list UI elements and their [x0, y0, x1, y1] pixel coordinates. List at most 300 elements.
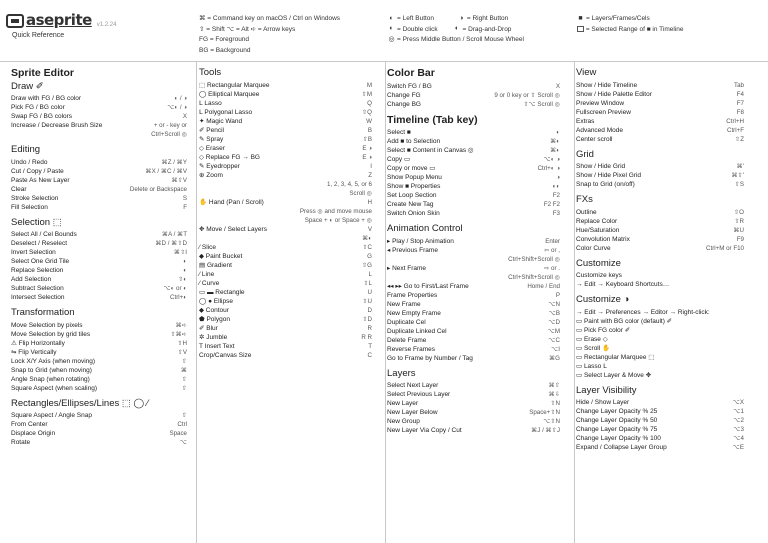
shortcut-keys: ⇧G: [362, 261, 372, 269]
shortcut-keys: Ctrl+◐: [170, 294, 187, 301]
shortcut-row: [11, 194, 187, 203]
shortcut-action: ✥ Move / Select Layers: [199, 225, 267, 233]
shortcut-keys: ⌘⇧': [731, 172, 744, 179]
shortcut-action: ᒪ Lasso: [199, 99, 222, 107]
section: [11, 145, 187, 212]
mouse-left-icon: ◐: [389, 14, 394, 22]
shortcut-row: [11, 284, 187, 293]
shortcut-keys: Space+⇧N: [529, 409, 560, 416]
shortcut-action: Frame Properties: [387, 291, 438, 299]
shortcut-keys: Home / End: [527, 282, 560, 290]
shortcut-action: Show Popup Menu: [387, 174, 442, 181]
shortcut-keys: ⇧C: [362, 243, 372, 251]
shortcut-action: Customize keys: [576, 272, 622, 279]
shortcut-row: [11, 94, 187, 103]
shortcut-row: [199, 315, 372, 324]
column-3-content: [387, 68, 560, 441]
section-title: View: [576, 67, 597, 78]
shortcut-keys: ⇧B: [362, 135, 372, 143]
shortcut-action: ⬟ Polygon: [199, 315, 230, 323]
shortcut-keys: ◐◐: [552, 183, 560, 190]
shortcut-row: [11, 167, 187, 176]
section-title: Customize ◑: [576, 294, 630, 305]
shortcut-action: Cut / Copy / Paste: [11, 167, 64, 175]
section: [576, 259, 744, 290]
shortcut-row: [387, 390, 560, 399]
shortcut-keys: ⌥C: [548, 336, 560, 344]
shortcut-action: Show / Hide Pixel Grid: [576, 172, 642, 179]
shortcut-row: [11, 420, 187, 429]
shortcut-action: Hide / Show Layer: [576, 399, 630, 406]
shortcut-keys: ⌘⇧V: [171, 176, 187, 184]
shortcut-keys: M: [366, 81, 372, 89]
legend-line: = Press Middle Button / Scroll Mouse Wheel: [397, 36, 524, 43]
section-title: Draw ✐: [11, 80, 44, 92]
shortcut-keys: + or - key or: [153, 122, 187, 129]
shortcut-row: [576, 326, 744, 335]
shortcut-action: ✋ Hand (Pan / Scroll): [199, 198, 264, 206]
shortcut-row: [387, 209, 560, 218]
section: [11, 68, 187, 79]
shortcut-row: [199, 153, 372, 162]
shortcut-action: ▭ ▬ Rectangle: [199, 288, 245, 296]
shortcut-action: Move Selection by pixels: [11, 321, 83, 329]
shortcut-row: [387, 381, 560, 390]
shortcut-action: Select ■: [387, 129, 411, 136]
shortcut-action: Select Previous Layer: [387, 391, 451, 398]
shortcut-keys: R: [367, 324, 372, 332]
shortcut-action: Rotate: [11, 439, 31, 446]
section: [199, 68, 372, 360]
shortcut-action: ✐ Blur: [199, 324, 218, 332]
shortcut-row: [387, 426, 560, 435]
shortcut-keys: ⌥I: [551, 345, 560, 353]
shortcut-action: ◂◂ ▸▸ Go to First/Last Frame: [387, 282, 469, 290]
shortcut-action: Show / Hide Timeline: [576, 81, 638, 89]
shortcut-row: [199, 117, 372, 126]
section-title: FXs: [576, 194, 593, 205]
mouse-right-icon: ◑: [459, 14, 464, 22]
shortcut-keys: ⇧: [181, 412, 187, 419]
shortcut-row: [199, 126, 372, 135]
shortcut-row: [387, 164, 560, 173]
shortcut-action: Show / Hide Palette Editor: [576, 90, 652, 98]
shortcut-keys: ⇧H: [177, 339, 187, 347]
shortcut-row: [387, 182, 560, 191]
legend-line: = Selected Range of ■ in Timeline: [585, 25, 684, 33]
shortcut-keys: ⌘G: [548, 354, 560, 362]
shortcut-keys: ⌘◐: [550, 138, 560, 145]
shortcut-keys: ⌥3: [733, 426, 744, 433]
shortcut-row: [199, 189, 372, 198]
shortcut-row: [199, 216, 372, 225]
shortcut-action: Select One Grid Tile: [11, 258, 70, 265]
shortcut-row: [576, 398, 744, 407]
shortcut-action: New Layer Below: [387, 409, 438, 416]
legend-line: ⇧ = Shift ⌥ = Alt ➪ = Arrow keys: [199, 25, 296, 33]
shortcut-row: [576, 353, 744, 362]
shortcut-action: ▭ Rectangular Marquee ⬚: [576, 353, 655, 361]
shortcut-row: [576, 108, 744, 117]
legend-keys: [199, 14, 384, 56]
shortcut-action: New Empty Frame: [387, 309, 441, 317]
shortcut-action: Fill Selection: [11, 203, 48, 211]
section-title: Editing: [11, 144, 41, 155]
shortcut-row: [11, 266, 187, 275]
shortcut-row: [11, 429, 187, 438]
section-title: Layer Visibility: [576, 384, 637, 396]
shortcut-action: Reverse Frames: [387, 345, 436, 353]
shortcut-keys: ⌘◐: [362, 234, 372, 242]
shortcut-keys: ⇧Q: [362, 108, 372, 116]
shortcut-action: Undo / Redo: [11, 158, 48, 166]
shortcut-keys: ⌥E: [732, 444, 744, 451]
shortcut-keys: L: [368, 270, 372, 278]
shortcut-row: [387, 191, 560, 200]
shortcut-keys: D: [367, 306, 372, 314]
legend-line: = Layers/Frames/Cels: [586, 15, 650, 22]
shortcut-row: [576, 362, 744, 371]
column-1-content: [11, 68, 187, 453]
shortcut-keys: ⇧Z: [735, 135, 744, 143]
shortcut-keys: ⌘U: [733, 226, 744, 234]
shortcut-action: ᒪ Polygonal Lasso: [199, 108, 253, 116]
shortcut-action: ▭ Paint with BG color (default) ✐: [576, 317, 673, 325]
shortcut-keys: ⌥: [179, 439, 187, 446]
shortcut-keys: Ctrl+H: [726, 117, 744, 125]
shortcut-row: [576, 180, 744, 189]
shortcut-row: [11, 103, 187, 112]
shortcut-keys: ⇧U: [362, 297, 372, 305]
shortcut-action: Displace Origin: [11, 430, 56, 437]
shortcut-keys: E ◑: [362, 153, 372, 161]
shortcut-row: [199, 351, 372, 360]
shortcut-keys: Press ◎ and move mouse: [299, 207, 372, 215]
shortcut-keys: ⌘D / ⌘⇧D: [155, 240, 187, 247]
shortcut-action: Show / Hide Grid: [576, 163, 626, 170]
shortcut-row: [387, 137, 560, 146]
shortcut-action: Stroke Selection: [11, 194, 59, 202]
shortcut-keys: Ctrl: [177, 421, 187, 428]
shortcut-row: [11, 130, 187, 139]
shortcut-keys: ⌘⇧: [548, 382, 560, 389]
shortcut-action: Duplicate Linked Cel: [387, 327, 447, 335]
shortcut-row: [11, 330, 187, 339]
shortcut-action: ▭ Pick FG color ✐: [576, 326, 631, 334]
section-title: Sprite Editor: [11, 67, 75, 79]
shortcut-row: [387, 309, 560, 318]
shortcut-keys: ⌥D: [548, 318, 560, 326]
shortcut-keys: Ctrl+M or F10: [706, 244, 744, 252]
shortcut-row: [387, 200, 560, 209]
shortcut-row: [387, 255, 560, 264]
shortcut-action: ◂ Previous Frame: [387, 246, 438, 254]
shortcut-action: ✎ Spray: [199, 135, 224, 143]
shortcut-keys: ⌥B: [548, 309, 560, 317]
shortcut-row: [387, 300, 560, 309]
shortcut-keys: F8: [736, 108, 744, 116]
section-title: Transformation: [11, 307, 75, 318]
shortcut-row: [576, 208, 744, 217]
shortcut-row: [199, 342, 372, 351]
section-title: Animation Control: [387, 223, 463, 234]
shortcut-row: [576, 99, 744, 108]
shortcut-action: Swap FG / BG colors: [11, 113, 73, 120]
shortcut-row: [199, 225, 372, 234]
shortcut-row: [11, 357, 187, 366]
shortcut-row: [199, 306, 372, 315]
section-title: Tools: [199, 67, 222, 78]
shortcut-keys: ⇧V: [177, 348, 187, 356]
logo-subtitle: Quick Reference: [12, 32, 65, 39]
shortcut-row: [11, 203, 187, 212]
shortcut-row: [576, 317, 744, 326]
shortcut-keys: ⌘⇩: [548, 391, 560, 398]
shortcut-row: [387, 354, 560, 363]
shortcut-action: Show ■ Properties: [387, 183, 441, 190]
shortcut-action: Invert Selection: [11, 249, 56, 256]
shortcut-action: From Center: [11, 421, 48, 428]
shortcut-row: [576, 407, 744, 416]
shortcut-action: ◯ Elliptical Marquee: [199, 90, 260, 98]
middle-button-icon: ◎: [388, 35, 395, 43]
shortcut-keys: ◐: [183, 258, 187, 265]
section-title: Layers: [387, 367, 416, 379]
section: [576, 386, 744, 453]
shortcut-action: New Layer Via Copy / Cut: [387, 427, 462, 434]
shortcut-row: [11, 176, 187, 185]
shortcut-row: [11, 230, 187, 239]
shortcut-row: [199, 171, 372, 180]
shortcut-action: ◇ Replace FG → BG: [199, 153, 260, 161]
shortcut-action: ✦ Magic Wand: [199, 117, 243, 125]
shortcut-keys: Space + ◐ or Space + ◎: [304, 216, 372, 224]
shortcut-keys: ◐: [556, 129, 560, 136]
shortcut-row: [387, 282, 560, 291]
shortcut-row: [11, 384, 187, 393]
legend-timeline: [577, 14, 762, 35]
section: [11, 399, 187, 448]
shortcut-row: [199, 234, 372, 243]
shortcut-keys: ⇦ or ,: [544, 246, 560, 254]
shortcut-keys: U: [367, 288, 372, 296]
shortcut-keys: [740, 317, 744, 326]
shortcut-action: ▸ Play / Stop Animation: [387, 237, 454, 245]
shortcut-keys: G: [367, 252, 372, 260]
shortcut-keys: F3: [552, 210, 560, 217]
shortcut-row: [11, 112, 187, 121]
drag-icon: ◐: [454, 25, 460, 33]
shortcut-row: [199, 180, 372, 189]
shortcut-action: ▭ Erase ◇: [576, 335, 608, 343]
section: [11, 308, 187, 393]
shortcut-row: [11, 438, 187, 447]
shortcut-row: [199, 81, 372, 90]
section-title: Rectangles/Ellipses/Lines ⬚ ◯ ⁄: [11, 397, 149, 409]
shortcut-action: Change Layer Opacity % 50: [576, 417, 658, 424]
shortcut-row: [11, 248, 187, 257]
shortcut-row: [199, 207, 372, 216]
section: [387, 115, 560, 219]
shortcut-action: ▭ Scroll ✋: [576, 344, 611, 352]
double-click-icon: ◐: [389, 25, 394, 33]
shortcut-keys: ⇧: [181, 375, 187, 383]
shortcut-row: [11, 375, 187, 384]
shortcut-action: Delete Frame: [387, 336, 427, 344]
shortcut-row: [11, 293, 187, 302]
shortcut-row: [576, 81, 744, 90]
shortcut-action: Crop/Canvas Size: [199, 351, 252, 359]
shortcut-keys: Ctrl+Shift+Scroll ◎: [508, 255, 560, 263]
shortcut-keys: 1, 2, 3, 4, 5, or 6: [326, 180, 372, 188]
shortcut-keys: ⌥◐ / ◑: [167, 104, 187, 111]
shortcut-row: [387, 399, 560, 408]
shortcut-action: New Layer: [387, 400, 419, 407]
shortcut-row: [576, 425, 744, 434]
shortcut-keys: Space: [169, 430, 187, 437]
shortcut-action: ⁄ Slice: [199, 243, 216, 251]
shortcut-row: [199, 288, 372, 297]
shortcut-row: [199, 162, 372, 171]
logo: [6, 13, 191, 53]
shortcut-row: [199, 90, 372, 99]
shortcut-action: Lock X/Y Axis (when moving): [11, 357, 96, 365]
shortcut-action: ⁄ Curve: [199, 279, 220, 287]
shortcut-action: Add Selection: [11, 276, 52, 283]
shortcut-action: ▸ Next Frame: [387, 264, 427, 272]
shortcut-keys: ⇧: [181, 357, 187, 365]
shortcut-keys: H: [367, 198, 372, 206]
section: [576, 295, 744, 380]
shortcut-keys: [740, 371, 744, 380]
shortcut-action: Hue/Saturation: [576, 226, 620, 234]
range-icon: [577, 26, 584, 32]
shortcut-keys: F: [183, 203, 187, 211]
shortcut-row: [576, 244, 744, 253]
section-title: Timeline (Tab key): [387, 113, 478, 126]
shortcut-action: Move Selection by grid tiles: [11, 330, 91, 338]
shortcut-action: Select All / Cel Bounds: [11, 231, 77, 238]
legend-line: = Double click: [397, 25, 438, 33]
shortcut-row: [11, 339, 187, 348]
shortcut-action: Advanced Mode: [576, 126, 623, 134]
shortcut-row: [387, 128, 560, 137]
shortcut-row: [11, 411, 187, 420]
shortcut-keys: [740, 280, 744, 289]
shortcut-action: Fullscreen Preview: [576, 108, 631, 116]
shortcut-row: [576, 117, 744, 126]
shortcut-keys: ⌥⇧N: [543, 418, 560, 425]
shortcut-row: [199, 333, 372, 342]
shortcut-row: [576, 335, 744, 344]
shortcut-action: Color Curve: [576, 244, 611, 252]
shortcut-row: [576, 443, 744, 452]
shortcut-action: ▭ Lasso ᒪ: [576, 362, 607, 370]
shortcut-row: [576, 135, 744, 144]
shortcut-action: ▭ Select Layer & Move ✥: [576, 371, 652, 379]
legend-line: FG = Foreground: [199, 36, 250, 43]
shortcut-row: [11, 275, 187, 284]
shortcut-keys: F9: [736, 235, 744, 243]
shortcut-row: [576, 162, 744, 171]
shortcut-keys: S: [182, 194, 187, 202]
shortcut-row: [387, 291, 560, 300]
shortcut-action: → Edit → Keyboard Shortcuts…: [576, 281, 670, 288]
shortcut-keys: ◑: [556, 174, 560, 181]
shortcut-row: [199, 135, 372, 144]
shortcut-keys: ⌥1: [733, 408, 744, 415]
shortcut-action: Snap to Grid (when moving): [11, 366, 92, 374]
shortcut-action: Angle Snap (when rotating): [11, 375, 90, 383]
section: [387, 224, 560, 363]
shortcut-action: Convolution Matrix: [576, 235, 630, 243]
shortcut-keys: ⌘: [180, 366, 187, 374]
column-4-content: [576, 68, 744, 458]
shortcut-action: ◆ Contour: [199, 306, 229, 314]
shortcut-row: [199, 252, 372, 261]
shortcut-keys: E ◑: [362, 144, 372, 152]
shortcut-row: [387, 336, 560, 345]
shortcut-action: Switch Onion Skin: [387, 210, 440, 217]
shortcut-action: ✲ Jumble: [199, 333, 228, 341]
shortcut-keys: 9 or 0 key or ⇧ Scroll ◎: [494, 91, 560, 99]
shortcut-action: Expand / Collapse Layer Group: [576, 444, 667, 451]
shortcut-action: → Edit → Preferences → Editor → Right-click:: [576, 308, 710, 316]
shortcut-action: Change BG: [387, 100, 421, 108]
shortcut-keys: ◐: [183, 267, 187, 274]
section: [576, 150, 744, 190]
section: [576, 68, 744, 144]
shortcut-action: Increase / Decrease Brush Size: [11, 122, 103, 129]
shortcut-row: [11, 121, 187, 130]
shortcut-row: [387, 345, 560, 354]
shortcut-row: [576, 90, 744, 99]
shortcut-action: Extras: [576, 117, 595, 125]
shortcut-keys: Enter: [545, 237, 560, 245]
shortcut-keys: ⇧S: [734, 181, 744, 188]
shortcut-row: [11, 321, 187, 330]
shortcut-keys: Ctrl+F: [726, 126, 744, 134]
shortcut-keys: I: [370, 162, 372, 170]
shortcut-keys: Delete or Backspace: [129, 185, 187, 193]
shortcut-action: Change FG: [387, 91, 421, 99]
shortcut-action: ⇋ Flip Vertically: [11, 348, 57, 356]
shortcut-action: New Frame: [387, 300, 421, 308]
section-title: Customize: [576, 257, 621, 269]
shortcut-row: [387, 246, 560, 255]
shortcut-keys: ⌘◐: [550, 147, 560, 154]
shortcut-row: [576, 235, 744, 244]
shortcut-row: [199, 324, 372, 333]
shortcut-keys: ◐ / ◑: [174, 95, 187, 102]
shortcut-row: [199, 270, 372, 279]
shortcut-keys: ⇧◐: [178, 276, 187, 283]
shortcut-action: Paste As New Layer: [11, 176, 70, 184]
shortcut-row: [199, 108, 372, 117]
shortcut-keys: ⌥◐ ◑: [543, 156, 560, 163]
shortcut-action: ⁄ Line: [199, 270, 215, 278]
shortcut-keys: Ctrl+◐ ◑: [537, 165, 560, 172]
logo-version: v1.2.24: [96, 22, 117, 28]
shortcut-action: T Insert Text: [199, 342, 235, 350]
section: [387, 68, 560, 109]
shortcut-row: [576, 371, 744, 380]
legend-line: = Left Button: [397, 15, 435, 22]
shortcut-keys: [740, 344, 744, 353]
shortcut-keys: Tab: [734, 81, 744, 89]
shortcut-row: [387, 173, 560, 182]
shortcut-action: ◇ Eraser: [199, 144, 225, 152]
